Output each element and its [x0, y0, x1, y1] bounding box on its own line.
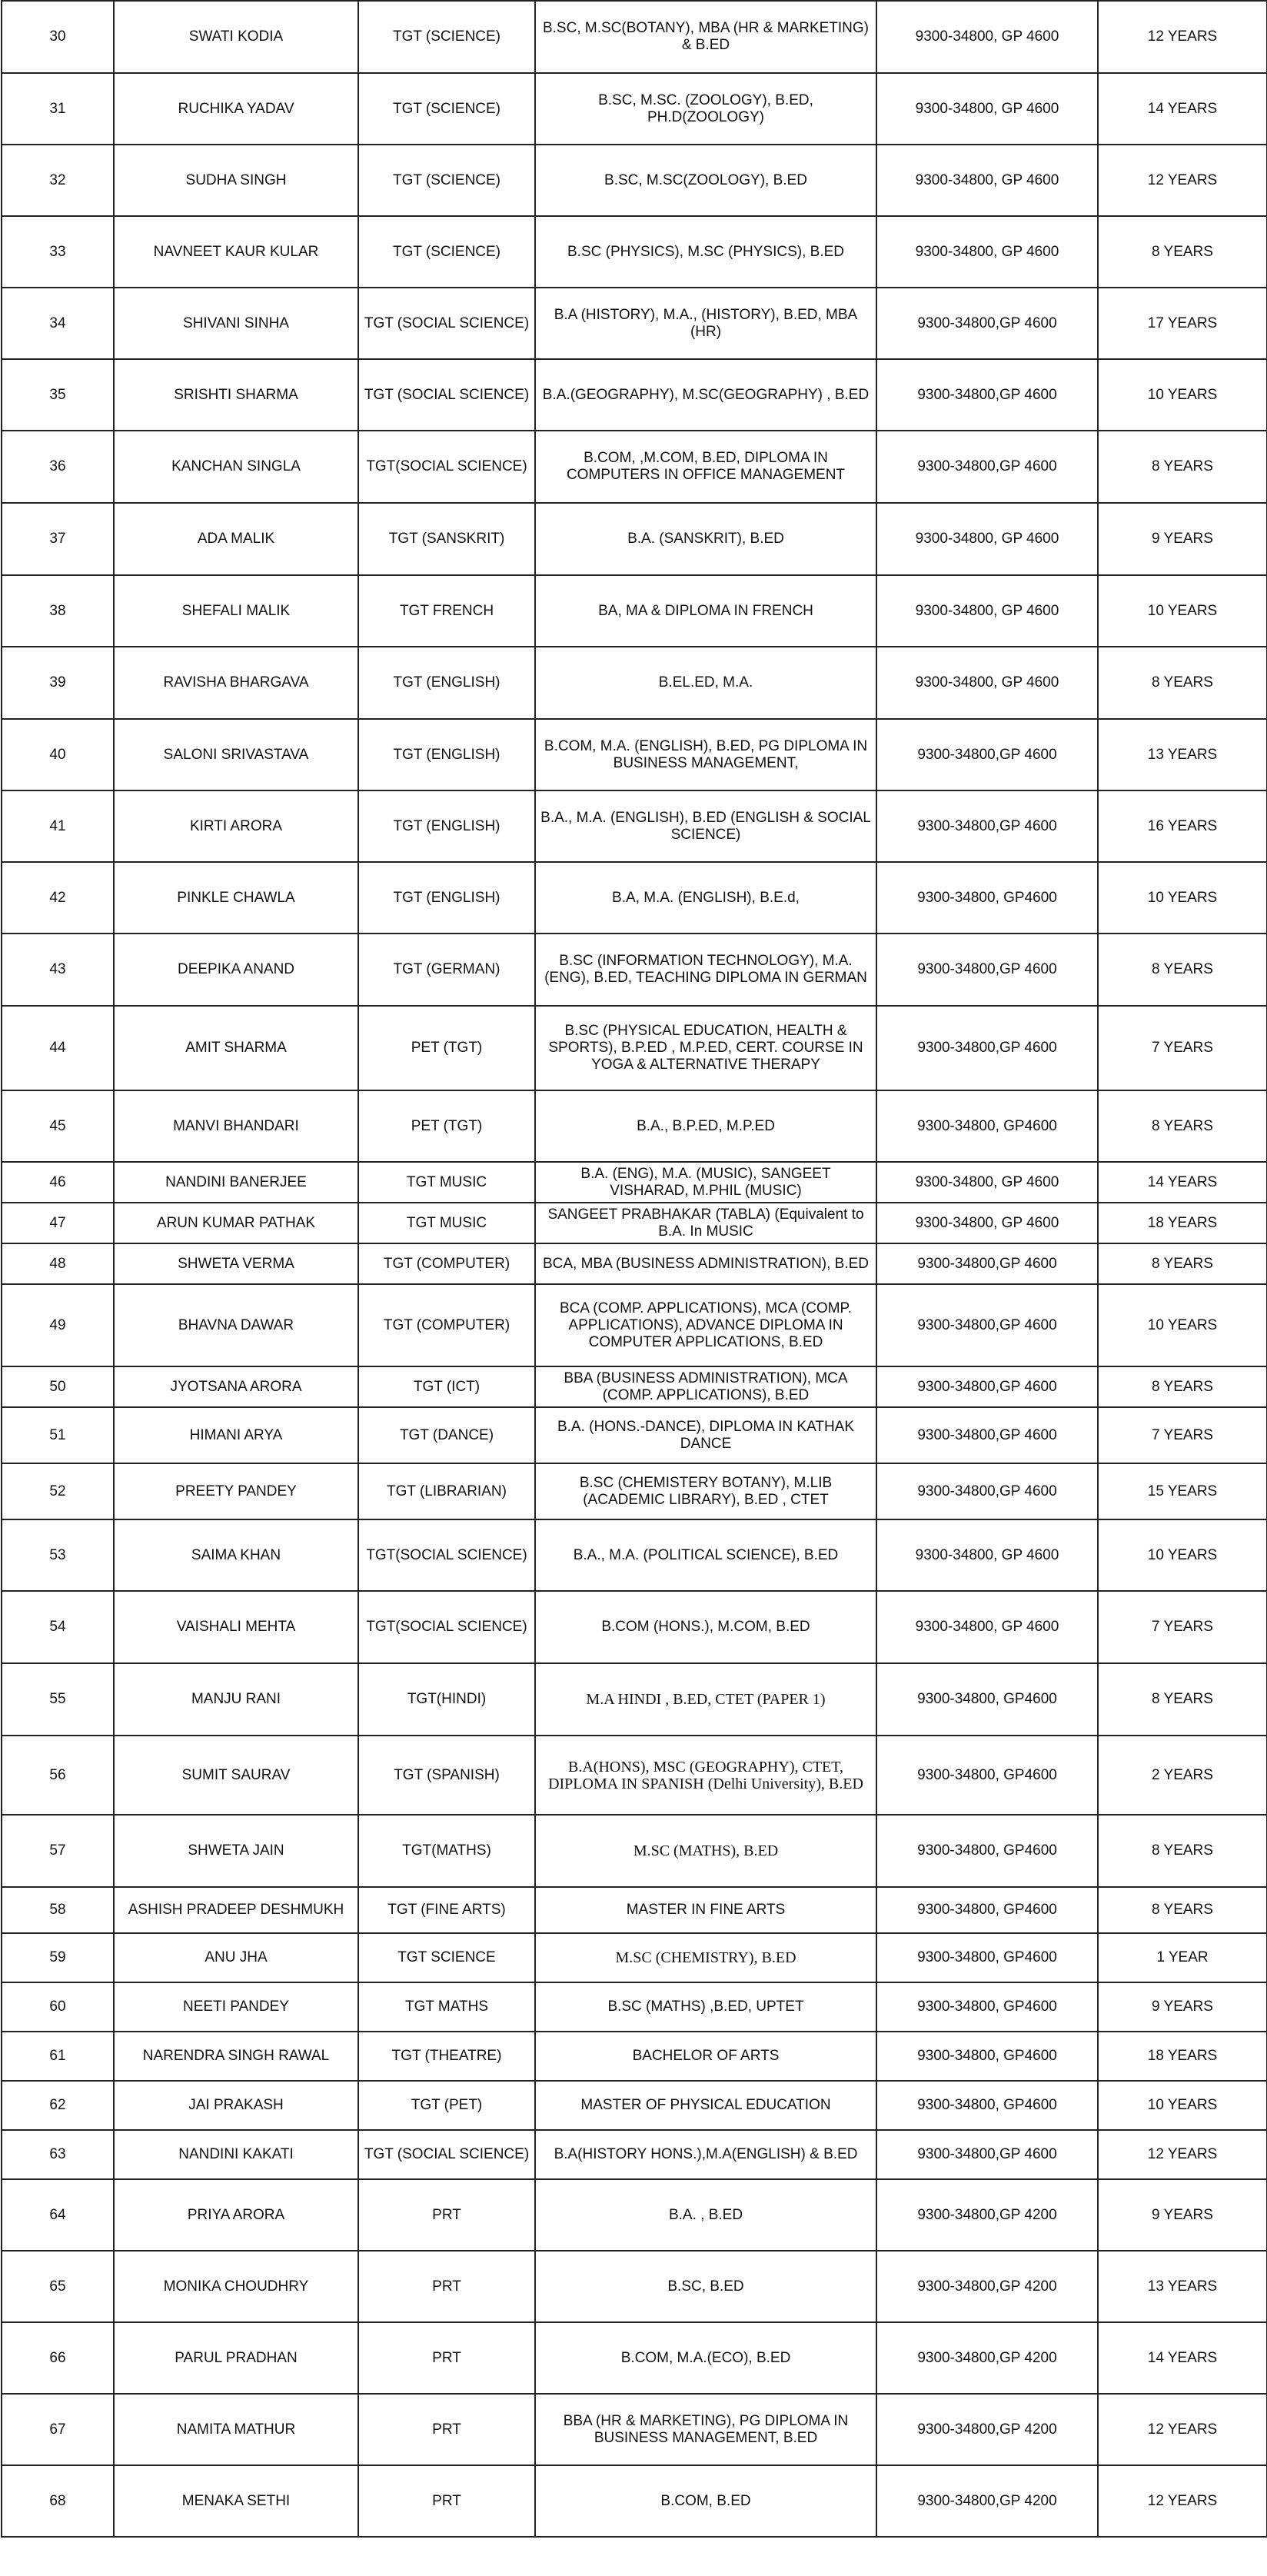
teacher-name-cell: NARENDRA SINGH RAWAL — [114, 2032, 358, 2081]
teacher-name-cell: NANDINI KAKATI — [114, 2130, 358, 2179]
table-row — [2, 288, 1267, 359]
staff-table-body — [2, 1, 1267, 2537]
teacher-name-cell: ANU JHA — [114, 1933, 358, 1982]
pay-scale-cell: 9300-34800,GP 4600 — [876, 431, 1098, 503]
pay-scale-cell: 9300-34800,GP 4200 — [876, 2179, 1098, 2251]
experience-cell: 8 YEARS — [1098, 1663, 1267, 1736]
serial-number-cell: 31 — [2, 73, 114, 145]
experience-cell: 10 YEARS — [1098, 1519, 1267, 1591]
experience-cell: 7 YEARS — [1098, 1407, 1267, 1463]
qualification-cell: B.SC (CHEMISTERY BOTANY), M.LIB (ACADEMIC LIBRARY), B.ED , CTET — [535, 1463, 876, 1519]
serial-number-cell: 51 — [2, 1407, 114, 1463]
post-cell: PRT — [358, 2179, 535, 2251]
qualification-cell: M.A HINDI , B.ED, CTET (PAPER 1) — [535, 1663, 876, 1736]
post-cell: TGT (SCIENCE) — [358, 216, 535, 288]
teacher-name-cell: VAISHALI MEHTA — [114, 1591, 358, 1663]
serial-number-cell: 39 — [2, 647, 114, 719]
post-cell: PRT — [358, 2465, 535, 2537]
post-cell: TGT (SANSKRIT) — [358, 503, 535, 575]
qualification-cell: M.SC (MATHS), B.ED — [535, 1815, 876, 1887]
table-row — [2, 575, 1267, 647]
experience-cell: 9 YEARS — [1098, 503, 1267, 575]
table-row — [2, 503, 1267, 575]
table-row — [2, 1284, 1267, 1366]
teacher-name-cell: MENAKA SETHI — [114, 2465, 358, 2537]
qualification-cell: B.A.(GEOGRAPHY), M.SC(GEOGRAPHY) , B.ED — [535, 359, 876, 431]
serial-number-cell: 56 — [2, 1736, 114, 1815]
experience-cell: 12 YEARS — [1098, 2394, 1267, 2465]
teacher-name-cell: MANJU RANI — [114, 1663, 358, 1736]
post-cell: TGT (SPANISH) — [358, 1736, 535, 1815]
serial-number-cell: 62 — [2, 2081, 114, 2130]
pay-scale-cell: 9300-34800,GP 4600 — [876, 934, 1098, 1006]
teacher-name-cell: AMIT SHARMA — [114, 1006, 358, 1090]
qualification-cell: B.SC (PHYSICS), M.SC (PHYSICS), B.ED — [535, 216, 876, 288]
table-row — [2, 1933, 1267, 1982]
qualification-cell: B.SC (INFORMATION TECHNOLOGY), M.A. (ENG), B.ED, TEACHING DIPLOMA IN GERMAN — [535, 934, 876, 1006]
table-row — [2, 1006, 1267, 1090]
teacher-name-cell: SHIVANI SINHA — [114, 288, 358, 359]
experience-cell: 18 YEARS — [1098, 2032, 1267, 2081]
staff-table — [1, 0, 1267, 2538]
qualification-cell: B.A. (HONS.-DANCE), DIPLOMA IN KATHAK DANCE — [535, 1407, 876, 1463]
pay-scale-cell: 9300-34800, GP4600 — [876, 1887, 1098, 1933]
post-cell: TGT (THEATRE) — [358, 2032, 535, 2081]
table-row — [2, 1407, 1267, 1463]
table-row — [2, 2251, 1267, 2322]
pay-scale-cell: 9300-34800, GP4600 — [876, 1736, 1098, 1815]
pay-scale-cell: 9300-34800,GP 4200 — [876, 2465, 1098, 2537]
pay-scale-cell: 9300-34800,GP 4600 — [876, 1463, 1098, 1519]
pay-scale-cell: 9300-34800,GP 4600 — [876, 1366, 1098, 1407]
post-cell: TGT (SOCIAL SCIENCE) — [358, 288, 535, 359]
serial-number-cell: 45 — [2, 1090, 114, 1162]
qualification-cell: B.A(HISTORY HONS.),M.A(ENGLISH) & B.ED — [535, 2130, 876, 2179]
qualification-cell: B.COM, B.ED — [535, 2465, 876, 2537]
pay-scale-cell: 9300-34800, GP 4600 — [876, 1203, 1098, 1243]
pay-scale-cell: 9300-34800,GP 4600 — [876, 2130, 1098, 2179]
post-cell: TGT SCIENCE — [358, 1933, 535, 1982]
teacher-name-cell: MONIKA CHOUDHRY — [114, 2251, 358, 2322]
teacher-name-cell: NAVNEET KAUR KULAR — [114, 216, 358, 288]
experience-cell: 10 YEARS — [1098, 2081, 1267, 2130]
experience-cell: 14 YEARS — [1098, 2322, 1267, 2394]
experience-cell: 8 YEARS — [1098, 934, 1267, 1006]
table-row — [2, 1203, 1267, 1243]
table-row — [2, 1090, 1267, 1162]
experience-cell: 10 YEARS — [1098, 575, 1267, 647]
serial-number-cell: 48 — [2, 1243, 114, 1284]
qualification-cell: B.A., B.P.ED, M.P.ED — [535, 1090, 876, 1162]
qualification-cell: B.A., M.A. (POLITICAL SCIENCE), B.ED — [535, 1519, 876, 1591]
pay-scale-cell: 9300-34800, GP4600 — [876, 1933, 1098, 1982]
experience-cell: 8 YEARS — [1098, 1815, 1267, 1887]
teacher-name-cell: SWATI KODIA — [114, 1, 358, 73]
teacher-name-cell: KANCHAN SINGLA — [114, 431, 358, 503]
qualification-cell: B.A. (ENG), M.A. (MUSIC), SANGEET VISHARAD, M.PHIL (MUSIC) — [535, 1162, 876, 1203]
qualification-cell: B.A., M.A. (ENGLISH), B.ED (ENGLISH & SOCIAL SCIENCE) — [535, 790, 876, 862]
table-row — [2, 790, 1267, 862]
table-row — [2, 2322, 1267, 2394]
table-row — [2, 2394, 1267, 2465]
serial-number-cell: 40 — [2, 719, 114, 790]
serial-number-cell: 36 — [2, 431, 114, 503]
post-cell: TGT (FINE ARTS) — [358, 1887, 535, 1933]
post-cell: TGT(SOCIAL SCIENCE) — [358, 1591, 535, 1663]
pay-scale-cell: 9300-34800,GP 4600 — [876, 1243, 1098, 1284]
experience-cell: 8 YEARS — [1098, 647, 1267, 719]
qualification-cell: B.A. (SANSKRIT), B.ED — [535, 503, 876, 575]
serial-number-cell: 60 — [2, 1982, 114, 2032]
experience-cell: 9 YEARS — [1098, 1982, 1267, 2032]
pay-scale-cell: 9300-34800, GP 4600 — [876, 1, 1098, 73]
qualification-cell: B.A (HISTORY), M.A., (HISTORY), B.ED, MBA (HR) — [535, 288, 876, 359]
qualification-cell: B.SC (PHYSICAL EDUCATION, HEALTH & SPORTS), B.P.ED , M.P.ED, CERT. COURSE IN YOGA & ALTERNATIVE THERAPY — [535, 1006, 876, 1090]
post-cell: TGT (SOCIAL SCIENCE) — [358, 2130, 535, 2179]
post-cell: TGT (SOCIAL SCIENCE) — [358, 359, 535, 431]
teacher-name-cell: ADA MALIK — [114, 503, 358, 575]
serial-number-cell: 42 — [2, 862, 114, 934]
pay-scale-cell: 9300-34800, GP4600 — [876, 1982, 1098, 2032]
table-row — [2, 1519, 1267, 1591]
teacher-name-cell: NANDINI BANERJEE — [114, 1162, 358, 1203]
qualification-cell: B.A. , B.ED — [535, 2179, 876, 2251]
pay-scale-cell: 9300-34800, GP 4600 — [876, 216, 1098, 288]
teacher-name-cell: JAI PRAKASH — [114, 2081, 358, 2130]
teacher-name-cell: PARUL PRADHAN — [114, 2322, 358, 2394]
experience-cell: 18 YEARS — [1098, 1203, 1267, 1243]
serial-number-cell: 55 — [2, 1663, 114, 1736]
post-cell: PET (TGT) — [358, 1090, 535, 1162]
table-row — [2, 2032, 1267, 2081]
teacher-name-cell: SHWETA VERMA — [114, 1243, 358, 1284]
qualification-cell: MASTER IN FINE ARTS — [535, 1887, 876, 1933]
teacher-name-cell: NAMITA MATHUR — [114, 2394, 358, 2465]
post-cell: TGT(SOCIAL SCIENCE) — [358, 431, 535, 503]
post-cell: TGT (SCIENCE) — [358, 145, 535, 216]
table-row — [2, 1243, 1267, 1284]
experience-cell: 17 YEARS — [1098, 288, 1267, 359]
table-row — [2, 1463, 1267, 1519]
experience-cell: 8 YEARS — [1098, 216, 1267, 288]
qualification-cell: B.SC, M.SC(ZOOLOGY), B.ED — [535, 145, 876, 216]
pay-scale-cell: 9300-34800, GP 4600 — [876, 1519, 1098, 1591]
table-row — [2, 1162, 1267, 1203]
qualification-cell: M.SC (CHEMISTRY), B.ED — [535, 1933, 876, 1982]
experience-cell: 14 YEARS — [1098, 73, 1267, 145]
table-row — [2, 862, 1267, 934]
serial-number-cell: 57 — [2, 1815, 114, 1887]
serial-number-cell: 68 — [2, 2465, 114, 2537]
post-cell: TGT (SCIENCE) — [358, 1, 535, 73]
serial-number-cell: 65 — [2, 2251, 114, 2322]
pay-scale-cell: 9300-34800,GP 4600 — [876, 288, 1098, 359]
teacher-name-cell: SALONI SRIVASTAVA — [114, 719, 358, 790]
teacher-name-cell: DEEPIKA ANAND — [114, 934, 358, 1006]
serial-number-cell: 52 — [2, 1463, 114, 1519]
pay-scale-cell: 9300-34800, GP 4600 — [876, 1591, 1098, 1663]
qualification-cell: SANGEET PRABHAKAR (TABLA) (Equivalent to B.A. In MUSIC — [535, 1203, 876, 1243]
serial-number-cell: 53 — [2, 1519, 114, 1591]
post-cell: TGT (GERMAN) — [358, 934, 535, 1006]
teacher-name-cell: SHWETA JAIN — [114, 1815, 358, 1887]
experience-cell: 9 YEARS — [1098, 2179, 1267, 2251]
table-row — [2, 145, 1267, 216]
table-row — [2, 73, 1267, 145]
pay-scale-cell: 9300-34800, GP 4600 — [876, 73, 1098, 145]
qualification-cell: B.COM, ,M.COM, B.ED, DIPLOMA IN COMPUTERS IN OFFICE MANAGEMENT — [535, 431, 876, 503]
experience-cell: 10 YEARS — [1098, 1284, 1267, 1366]
teacher-name-cell: ASHISH PRADEEP DESHMUKH — [114, 1887, 358, 1933]
experience-cell: 8 YEARS — [1098, 1243, 1267, 1284]
table-row — [2, 647, 1267, 719]
serial-number-cell: 34 — [2, 288, 114, 359]
pay-scale-cell: 9300-34800,GP 4200 — [876, 2394, 1098, 2465]
serial-number-cell: 58 — [2, 1887, 114, 1933]
post-cell: TGT (LIBRARIAN) — [358, 1463, 535, 1519]
qualification-cell: B.SC, B.ED — [535, 2251, 876, 2322]
table-row — [2, 2179, 1267, 2251]
serial-number-cell: 43 — [2, 934, 114, 1006]
table-row — [2, 431, 1267, 503]
serial-number-cell: 37 — [2, 503, 114, 575]
teacher-name-cell: RUCHIKA YADAV — [114, 73, 358, 145]
pay-scale-cell: 9300-34800, GP 4600 — [876, 503, 1098, 575]
teacher-name-cell: BHAVNA DAWAR — [114, 1284, 358, 1366]
experience-cell: 7 YEARS — [1098, 1006, 1267, 1090]
experience-cell: 12 YEARS — [1098, 1, 1267, 73]
experience-cell: 10 YEARS — [1098, 862, 1267, 934]
post-cell: TGT(HINDI) — [358, 1663, 535, 1736]
table-row — [2, 1663, 1267, 1736]
pay-scale-cell: 9300-34800,GP 4200 — [876, 2251, 1098, 2322]
qualification-cell: B.A(HONS), MSC (GEOGRAPHY), CTET, DIPLOMA IN SPANISH (Delhi University), B.ED — [535, 1736, 876, 1815]
post-cell: TGT (DANCE) — [358, 1407, 535, 1463]
pay-scale-cell: 9300-34800, GP4600 — [876, 1090, 1098, 1162]
serial-number-cell: 35 — [2, 359, 114, 431]
teacher-name-cell: PRIYA ARORA — [114, 2179, 358, 2251]
experience-cell: 12 YEARS — [1098, 2130, 1267, 2179]
table-row — [2, 2465, 1267, 2537]
post-cell: TGT (COMPUTER) — [358, 1243, 535, 1284]
experience-cell: 12 YEARS — [1098, 145, 1267, 216]
pay-scale-cell: 9300-34800, GP 4600 — [876, 647, 1098, 719]
post-cell: TGT MUSIC — [358, 1162, 535, 1203]
serial-number-cell: 59 — [2, 1933, 114, 1982]
qualification-cell: B.A, M.A. (ENGLISH), B.E.d, — [535, 862, 876, 934]
pay-scale-cell: 9300-34800,GP 4600 — [876, 1407, 1098, 1463]
qualification-cell: B.SC (MATHS) ,B.ED, UPTET — [535, 1982, 876, 2032]
qualification-cell: B.COM, M.A.(ECO), B.ED — [535, 2322, 876, 2394]
serial-number-cell: 49 — [2, 1284, 114, 1366]
serial-number-cell: 33 — [2, 216, 114, 288]
post-cell: TGT (ICT) — [358, 1366, 535, 1407]
pay-scale-cell: 9300-34800,GP 4600 — [876, 359, 1098, 431]
experience-cell: 13 YEARS — [1098, 719, 1267, 790]
pay-scale-cell: 9300-34800,GP 4600 — [876, 719, 1098, 790]
pay-scale-cell: 9300-34800, GP4600 — [876, 862, 1098, 934]
teacher-name-cell: JYOTSANA ARORA — [114, 1366, 358, 1407]
experience-cell: 8 YEARS — [1098, 1366, 1267, 1407]
post-cell: TGT (ENGLISH) — [358, 647, 535, 719]
serial-number-cell: 32 — [2, 145, 114, 216]
table-row — [2, 2081, 1267, 2130]
teacher-name-cell: PINKLE CHAWLA — [114, 862, 358, 934]
teacher-name-cell: SUMIT SAURAV — [114, 1736, 358, 1815]
post-cell: TGT FRENCH — [358, 575, 535, 647]
serial-number-cell: 38 — [2, 575, 114, 647]
post-cell: TGT MUSIC — [358, 1203, 535, 1243]
qualification-cell: BACHELOR OF ARTS — [535, 2032, 876, 2081]
serial-number-cell: 66 — [2, 2322, 114, 2394]
experience-cell: 1 YEAR — [1098, 1933, 1267, 1982]
post-cell: TGT (PET) — [358, 2081, 535, 2130]
serial-number-cell: 67 — [2, 2394, 114, 2465]
pay-scale-cell: 9300-34800, GP 4600 — [876, 1162, 1098, 1203]
post-cell: TGT (ENGLISH) — [358, 790, 535, 862]
experience-cell: 12 YEARS — [1098, 2465, 1267, 2537]
experience-cell: 7 YEARS — [1098, 1591, 1267, 1663]
table-row — [2, 1815, 1267, 1887]
teacher-name-cell: SRISHTI SHARMA — [114, 359, 358, 431]
pay-scale-cell: 9300-34800, GP4600 — [876, 1663, 1098, 1736]
serial-number-cell: 63 — [2, 2130, 114, 2179]
post-cell: TGT (ENGLISH) — [358, 719, 535, 790]
post-cell: PET (TGT) — [358, 1006, 535, 1090]
teacher-name-cell: SAIMA KHAN — [114, 1519, 358, 1591]
post-cell: TGT (ENGLISH) — [358, 862, 535, 934]
qualification-cell: MASTER OF PHYSICAL EDUCATION — [535, 2081, 876, 2130]
pay-scale-cell: 9300-34800,GP 4200 — [876, 2322, 1098, 2394]
qualification-cell: B.COM (HONS.), M.COM, B.ED — [535, 1591, 876, 1663]
pay-scale-cell: 9300-34800,GP 4600 — [876, 1284, 1098, 1366]
table-row — [2, 1887, 1267, 1933]
table-row — [2, 1982, 1267, 2032]
post-cell: PRT — [358, 2322, 535, 2394]
serial-number-cell: 64 — [2, 2179, 114, 2251]
table-row — [2, 359, 1267, 431]
post-cell: TGT (SCIENCE) — [358, 73, 535, 145]
post-cell: TGT(SOCIAL SCIENCE) — [358, 1519, 535, 1591]
qualification-cell: BCA (COMP. APPLICATIONS), MCA (COMP. APPLICATIONS), ADVANCE DIPLOMA IN COMPUTER APPLICATIONS, B.ED — [535, 1284, 876, 1366]
serial-number-cell: 41 — [2, 790, 114, 862]
experience-cell: 14 YEARS — [1098, 1162, 1267, 1203]
table-row — [2, 216, 1267, 288]
serial-number-cell: 44 — [2, 1006, 114, 1090]
serial-number-cell: 46 — [2, 1162, 114, 1203]
qualification-cell: B.SC, M.SC. (ZOOLOGY), B.ED, PH.D(ZOOLOGY) — [535, 73, 876, 145]
table-row — [2, 1366, 1267, 1407]
qualification-cell: BBA (BUSINESS ADMINISTRATION), MCA (COMP. APPLICATIONS), B.ED — [535, 1366, 876, 1407]
pay-scale-cell: 9300-34800, GP4600 — [876, 2032, 1098, 2081]
teacher-name-cell: ARUN KUMAR PATHAK — [114, 1203, 358, 1243]
experience-cell: 15 YEARS — [1098, 1463, 1267, 1519]
qualification-cell: B.COM, M.A. (ENGLISH), B.ED, PG DIPLOMA IN BUSINESS MANAGEMENT, — [535, 719, 876, 790]
experience-cell: 2 YEARS — [1098, 1736, 1267, 1815]
table-row — [2, 934, 1267, 1006]
table-row — [2, 1, 1267, 73]
pay-scale-cell: 9300-34800, GP4600 — [876, 1815, 1098, 1887]
pay-scale-cell: 9300-34800, GP 4600 — [876, 145, 1098, 216]
pay-scale-cell: 9300-34800, GP4600 — [876, 2081, 1098, 2130]
experience-cell: 8 YEARS — [1098, 1090, 1267, 1162]
qualification-cell: B.EL.ED, M.A. — [535, 647, 876, 719]
teacher-name-cell: SUDHA SINGH — [114, 145, 358, 216]
qualification-cell: BBA (HR & MARKETING), PG DIPLOMA IN BUSINESS MANAGEMENT, B.ED — [535, 2394, 876, 2465]
post-cell: TGT(MATHS) — [358, 1815, 535, 1887]
teacher-name-cell: KIRTI ARORA — [114, 790, 358, 862]
serial-number-cell: 54 — [2, 1591, 114, 1663]
serial-number-cell: 50 — [2, 1366, 114, 1407]
table-row — [2, 719, 1267, 790]
pay-scale-cell: 9300-34800, GP 4600 — [876, 575, 1098, 647]
pay-scale-cell: 9300-34800,GP 4600 — [876, 1006, 1098, 1090]
table-row — [2, 2130, 1267, 2179]
teacher-name-cell: SHEFALI MALIK — [114, 575, 358, 647]
post-cell: PRT — [358, 2394, 535, 2465]
serial-number-cell: 61 — [2, 2032, 114, 2081]
qualification-cell: B.SC, M.SC(BOTANY), MBA (HR & MARKETING) & B.ED — [535, 1, 876, 73]
qualification-cell: BCA, MBA (BUSINESS ADMINISTRATION), B.ED — [535, 1243, 876, 1284]
experience-cell: 10 YEARS — [1098, 359, 1267, 431]
teacher-name-cell: MANVI BHANDARI — [114, 1090, 358, 1162]
table-row — [2, 1736, 1267, 1815]
experience-cell: 8 YEARS — [1098, 1887, 1267, 1933]
qualification-cell: BA, MA & DIPLOMA IN FRENCH — [535, 575, 876, 647]
experience-cell: 8 YEARS — [1098, 431, 1267, 503]
teacher-name-cell: RAVISHA BHARGAVA — [114, 647, 358, 719]
teacher-name-cell: HIMANI ARYA — [114, 1407, 358, 1463]
teacher-name-cell: NEETI PANDEY — [114, 1982, 358, 2032]
teacher-name-cell: PREETY PANDEY — [114, 1463, 358, 1519]
post-cell: PRT — [358, 2251, 535, 2322]
post-cell: TGT MATHS — [358, 1982, 535, 2032]
table-row — [2, 1591, 1267, 1663]
experience-cell: 13 YEARS — [1098, 2251, 1267, 2322]
pay-scale-cell: 9300-34800,GP 4600 — [876, 790, 1098, 862]
experience-cell: 16 YEARS — [1098, 790, 1267, 862]
serial-number-cell: 47 — [2, 1203, 114, 1243]
post-cell: TGT (COMPUTER) — [358, 1284, 535, 1366]
serial-number-cell: 30 — [2, 1, 114, 73]
